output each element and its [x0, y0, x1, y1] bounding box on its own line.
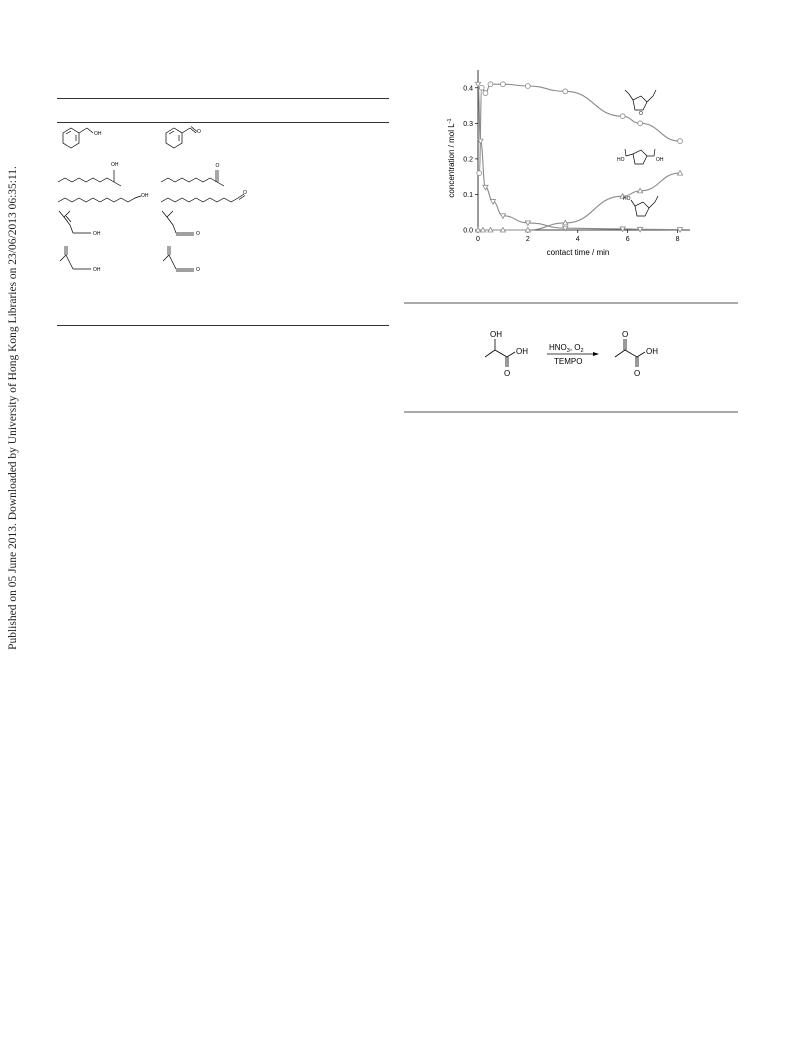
- o-label: O: [243, 190, 247, 196]
- product-o-label: O: [622, 330, 629, 339]
- fdca-ho-label: HO: [617, 157, 625, 163]
- x-tick-label: 0: [476, 236, 480, 243]
- data-point-circle: [638, 121, 643, 126]
- table-bottom-rule: [57, 325, 389, 326]
- lactic-acid-structure: [485, 339, 515, 367]
- margin-note: [3, 166, 23, 650]
- scheme-top-rule: [404, 302, 738, 304]
- structure-3-methylbutanal: [158, 205, 218, 239]
- oh-label: OH: [93, 267, 101, 273]
- hmf-structure: [623, 196, 658, 216]
- structure-benzaldehyde: [158, 125, 208, 159]
- reagent-sub-2: 2: [580, 348, 584, 354]
- x-axis-title: contact time / min: [546, 248, 610, 257]
- structure-prenol: [55, 205, 115, 239]
- oh-label: OH: [93, 231, 101, 237]
- data-point-circle: [563, 89, 568, 94]
- y-tick-label: 0.1: [463, 191, 473, 199]
- structure-benzyl-alcohol: [55, 125, 105, 159]
- reagent-sep: , O: [569, 343, 581, 352]
- data-point-circle: [678, 139, 683, 144]
- data-point-circle: [477, 171, 482, 176]
- data-point-circle: [620, 114, 625, 119]
- oh-label: OH: [94, 131, 102, 137]
- reactant-oh-label: OH: [490, 330, 502, 339]
- structure-octanal: [158, 188, 258, 206]
- pyruvic-acid-structure: [615, 339, 645, 367]
- data-point-circle: [525, 84, 530, 89]
- o-label: O: [197, 129, 201, 135]
- reagent-sub-3: 3: [566, 348, 570, 354]
- margin-note-text: Published on 05 June 2013. Downloaded by University of Hong Kong Libraries on 23/06/2013 06:35:11.: [7, 166, 19, 650]
- x-tick-label: 2: [525, 236, 530, 243]
- ring-o-label: O: [639, 111, 643, 117]
- structure-2-octanone: [158, 160, 238, 188]
- structure-1-octanol: [55, 188, 155, 206]
- y-tick-label: 0.2: [463, 156, 473, 164]
- structure-3-methyl-3-butenal: [158, 243, 218, 277]
- hmf-ho-label: HO: [623, 196, 631, 202]
- oh-label: OH: [111, 162, 119, 168]
- reaction-scheme: [485, 325, 695, 395]
- reagent-bottom: TEMPO: [554, 357, 583, 366]
- reagent-hno: HNO: [549, 343, 567, 352]
- series-line-2: [478, 173, 680, 230]
- product-acid-oh-label: OH: [646, 347, 658, 356]
- reactant-o-label: O: [504, 369, 511, 378]
- table-top-rule: [57, 98, 389, 99]
- table-header-rule: [57, 122, 389, 123]
- fdca-structure: [617, 149, 664, 164]
- data-point-circle: [488, 82, 493, 87]
- y-axis-title: concentration / mol L: [447, 123, 456, 198]
- o-label: O: [196, 267, 200, 273]
- series-line-0: [479, 84, 680, 173]
- structure-2-octanol: [55, 160, 135, 188]
- scheme-bottom-rule: [404, 411, 738, 413]
- data-point-circle: [479, 85, 484, 90]
- concentration-chart: [445, 62, 695, 262]
- y-tick-label: 0.4: [463, 85, 473, 93]
- data-point-circle: [501, 82, 506, 87]
- y-tick-label: 0.0: [463, 227, 473, 235]
- o-label: O: [215, 163, 220, 169]
- dfc-structure: [625, 90, 656, 117]
- y-tick-label: 0.3: [463, 120, 473, 128]
- structure-isoprenol: [55, 243, 115, 277]
- y-axis-title-superscript: -1: [447, 118, 453, 124]
- data-point-triangle-down: [478, 139, 483, 144]
- x-tick-label: 8: [675, 236, 680, 243]
- series-line-1: [478, 84, 680, 229]
- o-label: O: [196, 231, 200, 237]
- data-point-circle: [483, 91, 488, 96]
- fdca-oh-label: OH: [656, 157, 664, 163]
- reagent-top: [549, 343, 584, 354]
- y-axis-title-group: [447, 118, 456, 197]
- x-tick-label: 4: [575, 236, 580, 243]
- arrowhead-icon: [593, 352, 599, 356]
- x-tick-label: 6: [625, 236, 630, 243]
- reactant-acid-oh-label: OH: [516, 347, 528, 356]
- oh-label: OH: [141, 193, 149, 199]
- product-o2-label: O: [634, 369, 641, 378]
